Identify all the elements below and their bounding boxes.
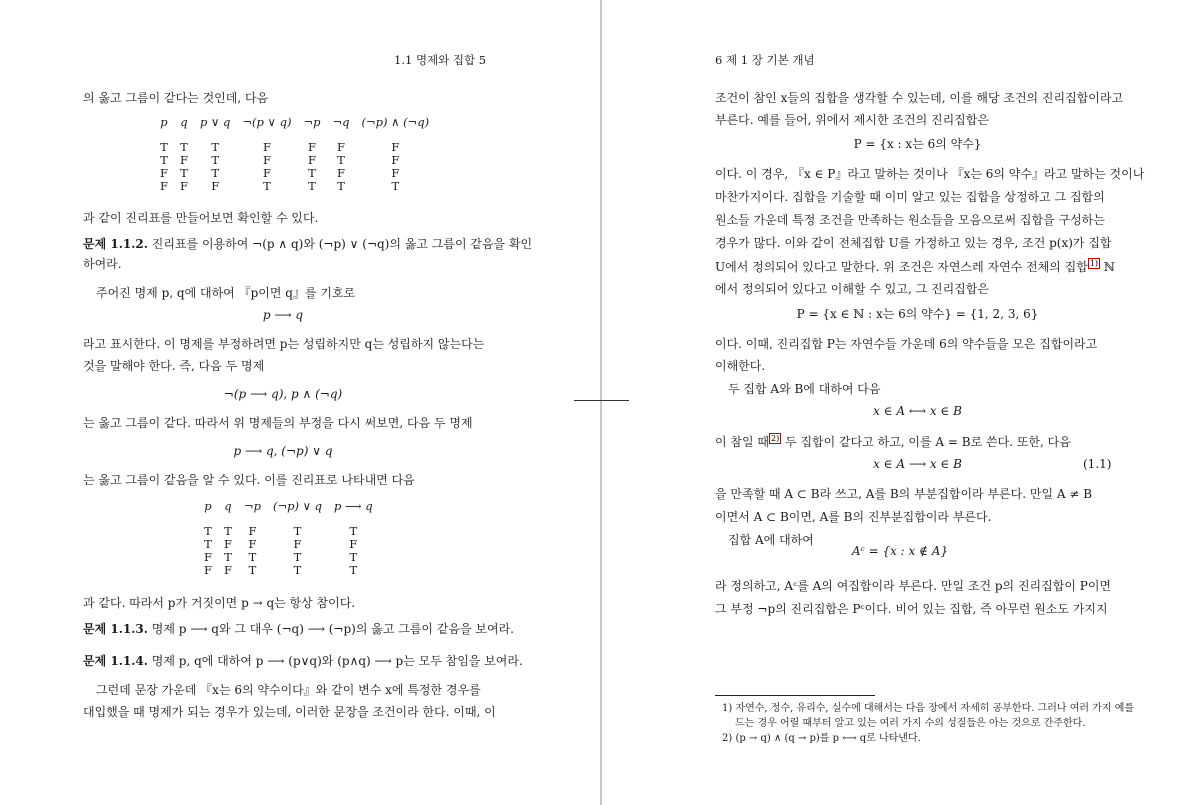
table-cell: F [223, 537, 232, 551]
left-paragraph-7: 과 같다. 따라서 p가 거짓이면 p → q는 항상 참이다. [83, 596, 356, 610]
table-header: (¬p) ∨ q [272, 499, 323, 513]
table-header: p [160, 115, 168, 129]
table-cell: T [180, 140, 188, 154]
equation-subset: x ∈ A ⟶ x ∈ B [873, 457, 962, 471]
problem-label: 문제 1.1.4. [83, 654, 148, 668]
problem-text: 진리표를 이용하여 ¬(p ∧ q)와 (¬p) ∨ (¬q)의 옳고 그름이 같음을 확인 [151, 237, 533, 251]
line-text: 두 집합이 같다고 하고, 이를 A = B로 쓴다. 또한, 다음 [781, 435, 1071, 449]
table-cell: T [160, 153, 168, 167]
table-cell: T [293, 524, 302, 538]
table-cell: F [179, 153, 188, 167]
left-page-header: 1.1 명제와 집합 5 [394, 53, 487, 67]
problem-1-1-2 [83, 236, 532, 252]
table-cell: T [224, 550, 232, 564]
table-cell: T [211, 153, 220, 167]
footnote-rule [715, 695, 875, 696]
table-cell: T [224, 524, 232, 538]
table-cell: T [204, 537, 212, 551]
truth-table-2-header [198, 500, 379, 525]
equation-divisors-set: P = {x ∈ ℕ : x는 6의 약수} = {1, 2, 3, 6} [796, 307, 1039, 321]
right-paragraph-1-line-2: 부른다. 예를 들어, 위에서 제시한 조건의 진리집합은 [715, 113, 989, 127]
truth-table-1 [154, 116, 435, 193]
problem-text: 명제 p, q에 대하여 p ⟶ (p∨q)와 (p∧q) ⟶ p는 모두 참임을 보여라. [151, 654, 523, 668]
table-cell: T [337, 179, 345, 193]
equation-implication: p ⟶ q [262, 308, 304, 322]
right-paragraph-2-line-3: 원소들 가운데 특정 조건을 만족하는 원소들을 모음으로써 집합을 구성하는 [715, 213, 1105, 227]
table-header: p ⟶ q [334, 499, 373, 513]
table-header: p [204, 499, 212, 513]
left-paragraph-8-line-1: 그런데 문장 가운데 『x는 6의 약수이다』와 같이 변수 x에 특정한 경우를 [96, 683, 481, 697]
table-cell: T [160, 140, 168, 154]
table-cell: T [211, 166, 220, 180]
equation-negation: ¬(p ⟶ q), p ∧ (¬q) [223, 387, 343, 401]
right-page-header: 6 제 1 장 기본 개념 [715, 53, 815, 67]
table-cell: F [349, 537, 358, 551]
table-cell: F [336, 140, 345, 154]
right-paragraph-3-line-2: 이해한다. [715, 359, 766, 373]
left-paragraph-4-line-1: 라고 표시한다. 이 명제를 부정하려면 p는 성립하지만 q는 성립하지 않는다는 [83, 337, 485, 351]
table-cell: T [337, 153, 345, 167]
left-page [0, 0, 600, 805]
table-cell: F [262, 153, 271, 167]
table-header: q [224, 499, 232, 513]
table-cell: T [308, 166, 316, 180]
table-cell: F [248, 524, 257, 538]
table-cell: F [223, 563, 232, 577]
table-cell: F [262, 166, 271, 180]
table-cell: T [391, 179, 400, 193]
equation-number: (1.1) [1083, 457, 1112, 471]
table-cell: F [307, 153, 316, 167]
problem-1-1-4 [83, 653, 523, 669]
left-paragraph-4-line-2: 것을 말해야 한다. 즉, 다음 두 명제 [83, 359, 265, 373]
table-cell: T [211, 140, 220, 154]
table-cell: T [349, 524, 358, 538]
table-cell: T [263, 179, 271, 193]
right-paragraph-2-line-6: 에서 정의되어 있다고 이해할 수 있고, 그 진리집합은 [715, 282, 989, 296]
right-paragraph-3-line-1: 이다. 이때, 진리집합 P는 자연수들 가운데 6의 약수들을 모은 집합이라고 [715, 337, 1098, 351]
problem-label: 문제 1.1.3. [83, 622, 148, 636]
table-cell: F [160, 179, 168, 193]
equation-equivalent: p ⟶ q, (¬p) ∨ q [233, 444, 333, 458]
footnote-ref-1[interactable]: 1) [1089, 259, 1099, 268]
right-paragraph-2-line-4: 경우가 많다. 이와 같이 전체집합 U를 가정하고 있는 경우, 조건 p(x)가 집합 [715, 236, 1112, 250]
table-cell: F [248, 537, 257, 551]
table-header: ¬p [243, 499, 261, 513]
right-paragraph-8-line-1: 라 정의하고, Aᶜ를 A의 여집합이라 부른다. 만일 조건 p의 진리집합이 P이면 [715, 579, 1112, 593]
table-cell: F [391, 140, 400, 154]
truth-table-2 [198, 500, 379, 577]
problem-1-1-2-line-2: 하여라. [83, 257, 122, 271]
table-header: q [180, 115, 188, 129]
footnote-2: 2) (p → q) ∧ (q → p)를 p ⟷ q로 나타낸다. [722, 733, 921, 744]
equation-complement: Aᶜ = {x : x ∉ A} [851, 544, 949, 558]
footnote-1-line-1: 1) 자연수, 정수, 유리수, 실수에 대해서는 다음 장에서 자세히 공부한다. 그러나 여러 가지 예를 [722, 703, 1135, 714]
table-cell: F [204, 563, 212, 577]
table-cell: T [180, 166, 188, 180]
left-paragraph-2: 과 같이 진리표를 만들어보면 확인할 수 있다. [83, 211, 319, 225]
left-paragraph-5: 는 옳고 그름이 같다. 따라서 위 명제들의 부정을 다시 써보면, 다음 두 명제 [83, 416, 473, 430]
table-cell: F [204, 550, 212, 564]
right-paragraph-2-line-2: 마찬가지이다. 집합을 기술할 때 이미 알고 있는 집합을 상정하고 그 집합의 [715, 190, 1105, 204]
table-header: ¬p [303, 115, 321, 129]
table-header: (¬p) ∧ (¬q) [361, 115, 430, 129]
table-cell: F [262, 140, 271, 154]
right-paragraph-1-line-1: 조건이 참인 x들의 집합을 생각할 수 있는데, 이를 해당 조건의 진리집합이라고 [715, 91, 1124, 105]
table-cell: T [293, 550, 302, 564]
footnote-ref-2[interactable]: 2) [771, 434, 780, 443]
table-row [198, 564, 379, 577]
problem-text: 명제 p ⟶ q와 그 대우 (¬q) ⟶ (¬p)의 옳고 그름이 같음을 보여라. [151, 622, 514, 636]
line-text: 이 참일 때 [715, 435, 769, 449]
problem-1-1-3 [83, 621, 514, 637]
table-cell: T [248, 550, 257, 564]
page-divider [600, 0, 602, 805]
right-paragraph-2-line-1: 이다. 이 경우, 『x ∈ P』라고 말하는 것이나 『x는 6의 약수』라고 말하는 것이나 [715, 167, 1145, 181]
right-paragraph-4: 두 집합 A와 B에 대하여 다음 [728, 382, 881, 396]
footnote-1-line-2: 드는 경우 어릴 때부터 알고 있는 여러 가지 수의 성질들은 아는 것으로 간주한다. [735, 718, 1086, 729]
table-cell: T [248, 563, 257, 577]
right-paragraph-2-line-5 [715, 258, 1115, 275]
table-cell: F [307, 140, 316, 154]
right-paragraph-6-line-1: 을 만족할 때 A ⊂ B라 쓰고, A를 B의 부분집합이라 부른다. 만일 A ≠ B [715, 487, 1093, 501]
right-paragraph-7: 집합 A에 대하여 [728, 533, 814, 547]
table-cell: F [179, 179, 188, 193]
truth-table-1-header [154, 116, 435, 141]
left-paragraph-6: 는 옳고 그름이 같음을 알 수 있다. 이를 진리표로 나타내면 다음 [83, 473, 415, 487]
equation-set-equality: x ∈ A ⟷ x ∈ B [873, 404, 962, 418]
table-row [154, 180, 435, 193]
table-cell: F [391, 153, 400, 167]
table-cell: F [391, 166, 400, 180]
table-cell: T [308, 179, 316, 193]
table-cell: F [211, 179, 220, 193]
table-header: ¬q [332, 115, 350, 129]
right-paragraph-8-line-2: 그 부정 ¬p의 진리집합은 Pᶜ이다. 비어 있는 집합, 즉 아무런 원소도 가지지 [715, 602, 1108, 616]
line-text: U에서 정의되어 있다고 말한다. 위 조건은 자연스레 자연수 전체의 집합 [715, 260, 1088, 274]
line-text: ℕ [1100, 260, 1115, 274]
left-paragraph-3: 주어진 명제 p, q에 대하여 『p이면 q』를 기호로 [96, 286, 356, 300]
table-cell: T [204, 524, 212, 538]
table-cell: F [160, 166, 168, 180]
right-paragraph-5 [715, 433, 1071, 450]
left-paragraph-8-line-2: 대입했을 때 명제가 되는 경우가 있는데, 이러한 문장을 조건이라 한다. 이때, 이 [83, 705, 496, 719]
problem-label: 문제 1.1.2. [83, 237, 148, 251]
table-cell: T [349, 563, 358, 577]
left-paragraph-1: 의 옳고 그름이 같다는 것인데, 다음 [83, 91, 269, 105]
table-cell: F [336, 166, 345, 180]
table-header: p ∨ q [199, 115, 231, 129]
table-cell: T [349, 550, 358, 564]
table-cell: F [293, 537, 302, 551]
table-cell: T [293, 563, 302, 577]
right-paragraph-6-line-2: 이면서 A ⊂ B이면, A를 B의 진부분집합이라 부른다. [715, 510, 992, 524]
table-header: ¬(p ∨ q) [242, 115, 292, 129]
equation-truth-set: P = {x : x는 6의 약수} [853, 137, 982, 151]
